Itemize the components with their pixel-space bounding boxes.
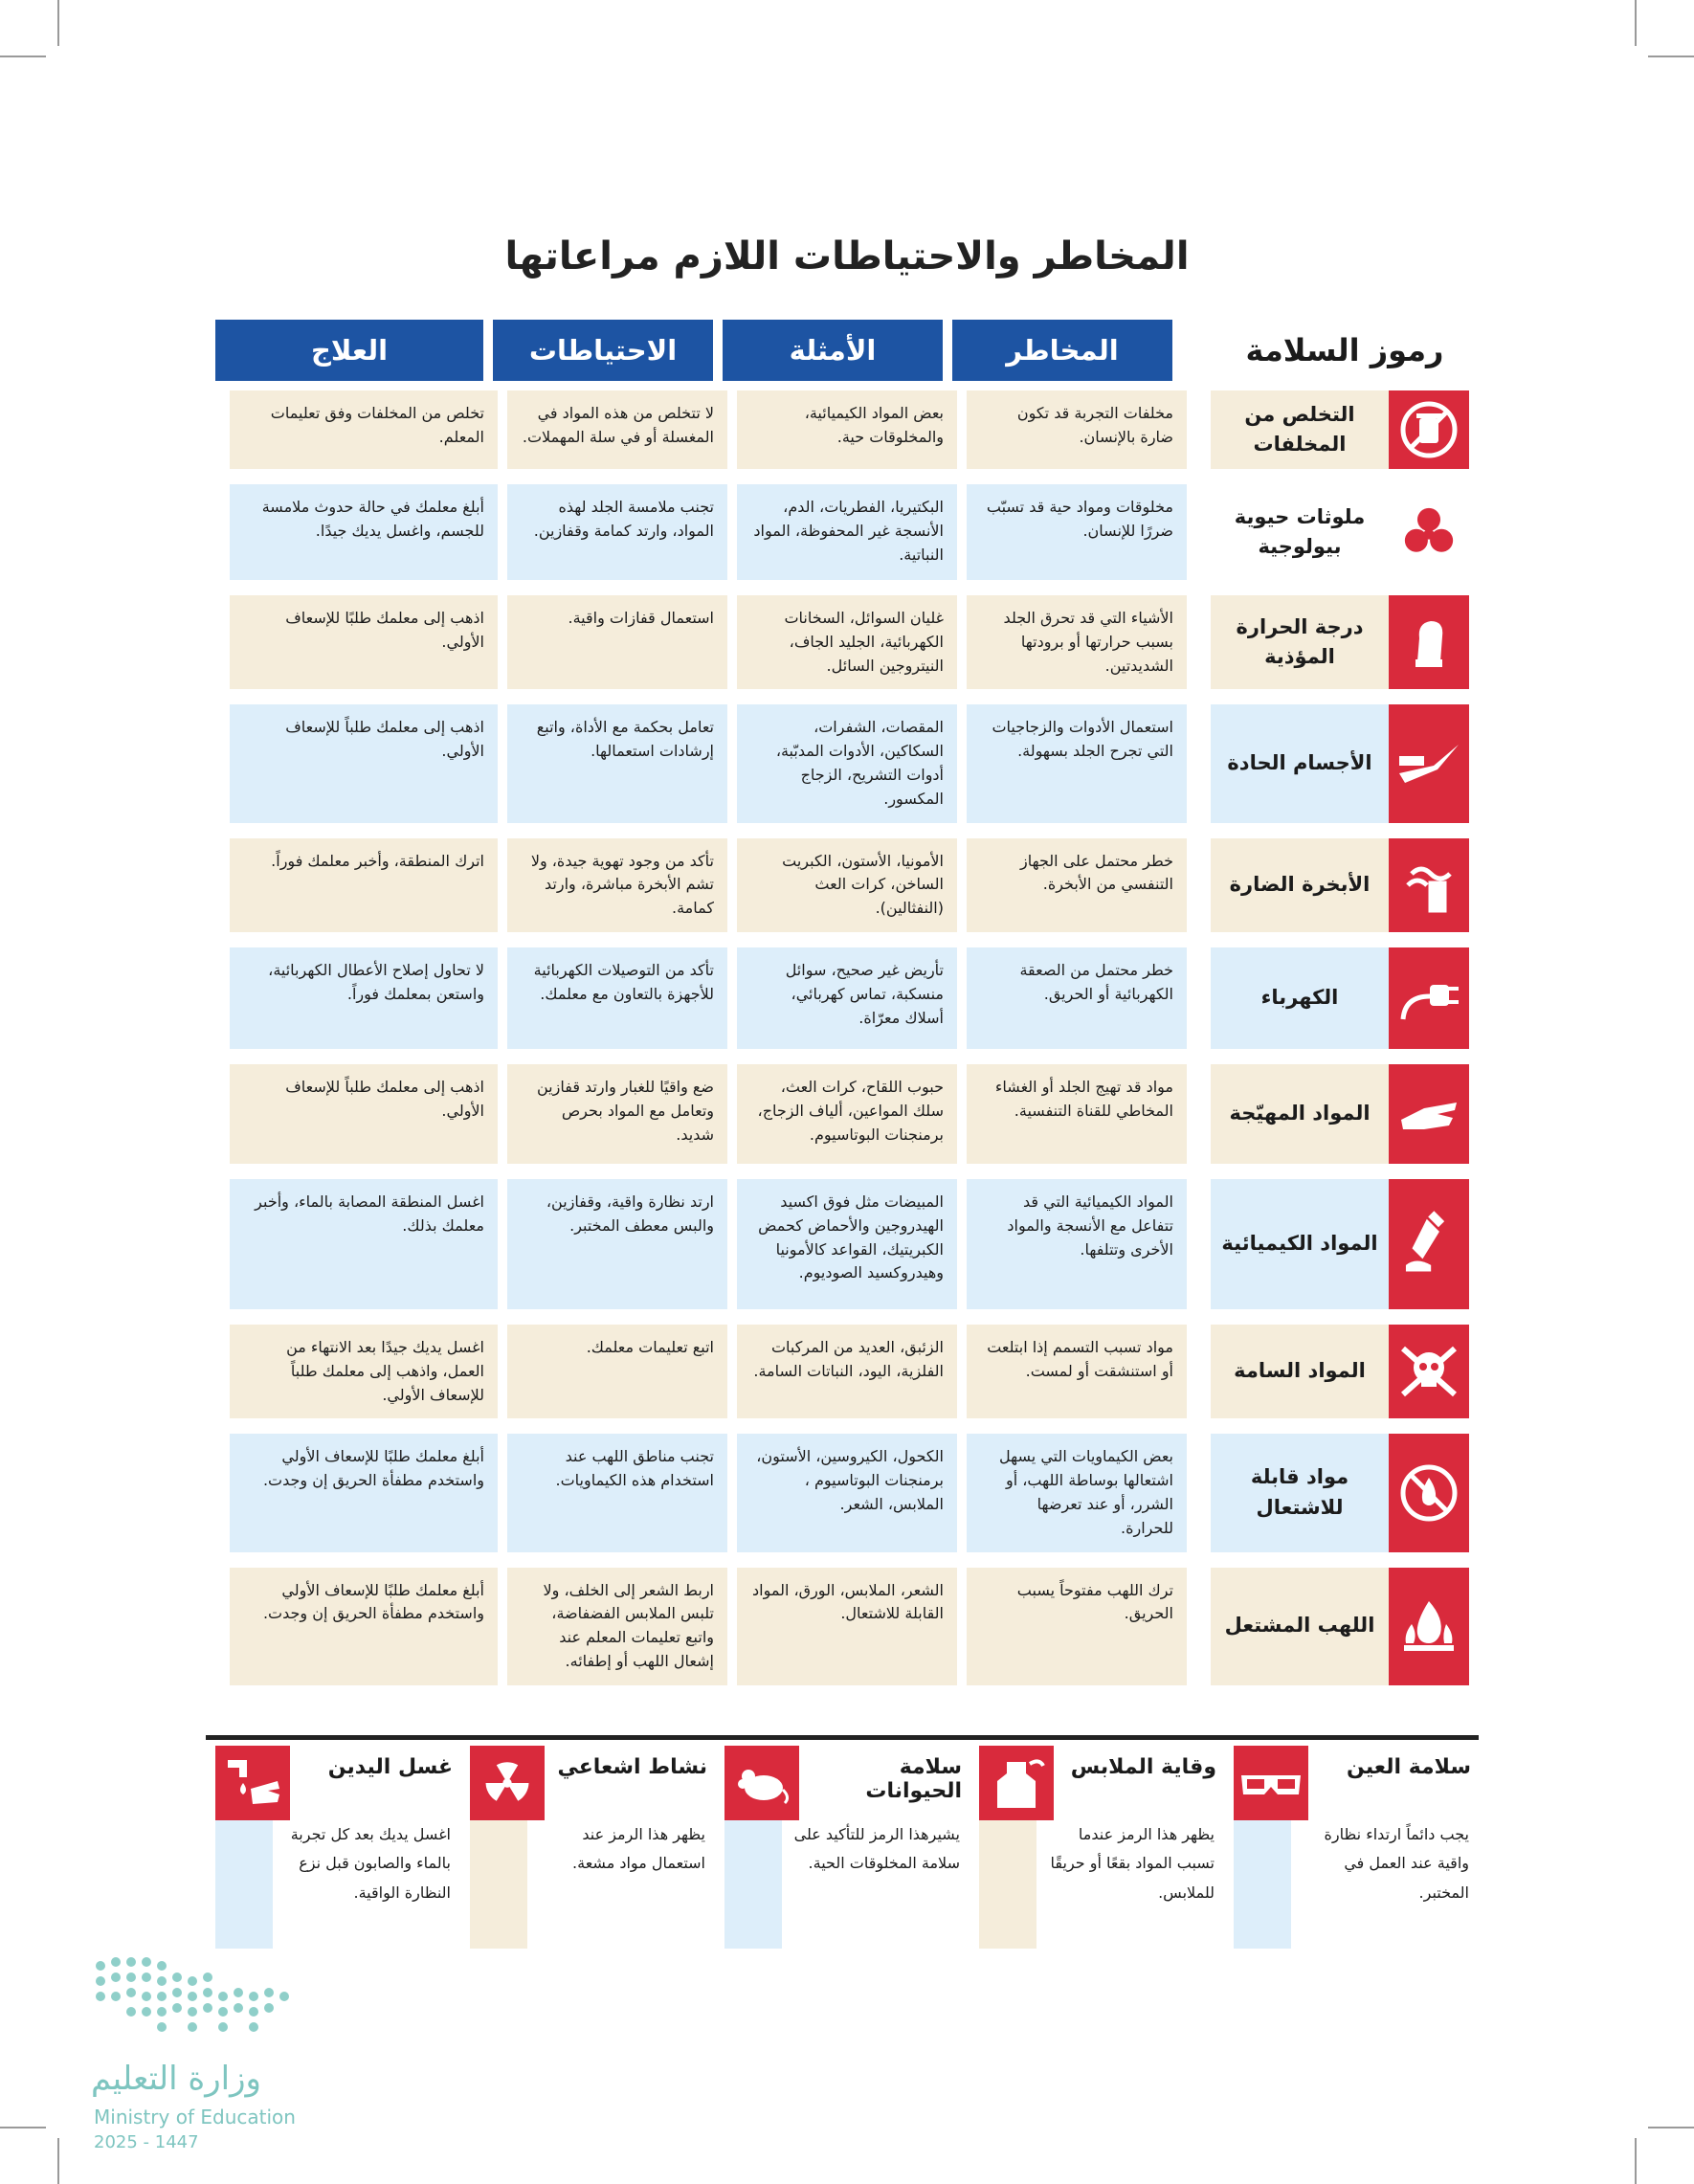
color-strip [724, 1820, 782, 1949]
no-flame-icon-graphic [1398, 1462, 1460, 1524]
hot-glove-icon-graphic [1398, 612, 1460, 673]
apron-icon-graphic [986, 1752, 1047, 1814]
biohazard-icon [1389, 484, 1469, 580]
safety-table [206, 390, 1469, 1701]
symbol-card-title: نشاط اشعاعي [545, 1746, 715, 1820]
chemical-bottle-icon-graphic [1395, 1211, 1462, 1278]
table-row [206, 1568, 1469, 1685]
examples-cell: الشعر، الملابس، الورق، المواد القابلة للاشتعال. [737, 1568, 957, 1685]
safety-symbol [1211, 947, 1469, 1049]
table-row [206, 1064, 1469, 1164]
precautions-cell: تأكد من التوصيلات الكهربائية للأجهزة بالتعاون مع معلمك. [507, 947, 727, 1049]
examples-cell: تأريض غير صحيح، سوائل منسكبة، تماس كهربائي، أسلاك معرّاة. [737, 947, 957, 1049]
symbol-card [979, 1746, 1224, 1949]
chemical-bottle-icon [1389, 1179, 1469, 1309]
fumes-icon-graphic [1398, 855, 1460, 916]
symbol-card-text: يظهر هذا الرمز عند استعمال مواد مشعة. [527, 1820, 715, 1949]
disposal-icon-graphic [1398, 399, 1460, 460]
precautions-cell: استعمال قفازات واقية. [507, 595, 727, 689]
symbol-card-text: يشيرهذا الرمز للتأكيد على سلامة المخلوقات الحية. [782, 1820, 970, 1949]
treatment-cell: اذهب إلى معلمك طلباً للإسعاف الأولي. [230, 704, 498, 822]
symbol-card-title: غسل اليدين [290, 1746, 460, 1820]
header-hazards: المخاطر [952, 320, 1172, 381]
symbol-card-header [979, 1746, 1224, 1820]
symbol-card-title: سلامة الحيوانات [799, 1746, 970, 1820]
treatment-cell: اذهب إلى معلمك طلباً للإسعاف الأولي. [230, 1064, 498, 1164]
symbol-card-header [1234, 1746, 1479, 1820]
symbol-name: المواد السامة [1211, 1325, 1389, 1418]
symbol-card [470, 1746, 715, 1949]
skull-crossbones-icon [1389, 1325, 1469, 1418]
safety-symbol [1211, 1179, 1469, 1309]
symbol-name: ملوثات حيوية بيولوجية [1211, 484, 1389, 580]
header-treatment: العلاج [215, 320, 483, 381]
symbol-card-body [1234, 1820, 1479, 1949]
safety-symbol [1211, 484, 1469, 580]
crop-mark [1635, 2138, 1637, 2184]
treatment-cell: لا تحاول إصلاح الأعطال الكهربائية، واستعن بمعلمك فوراً. [230, 947, 498, 1049]
table-row [206, 838, 1469, 932]
symbol-name: الأجسام الحادة [1211, 704, 1389, 822]
symbol-name: الأبخرة الضارة [1211, 838, 1389, 932]
symbol-card-body [724, 1820, 970, 1949]
safety-symbol [1211, 1568, 1469, 1685]
symbol-card-body [215, 1820, 460, 1949]
safety-symbol [1211, 390, 1469, 469]
symbol-card-body [470, 1820, 715, 1949]
treatment-cell: تخلص من المخلفات وفق تعليمات المعلم. [230, 390, 498, 469]
symbol-card-text: يظهر هذا الرمز عندما تسبب المواد بقعًا أو حريقًا للملابس. [1036, 1820, 1224, 1949]
safety-symbol [1211, 595, 1469, 689]
hand-washing-icon [215, 1746, 290, 1820]
electric-plug-icon [1389, 947, 1469, 1049]
disposal-icon [1389, 390, 1469, 469]
fumes-icon [1389, 838, 1469, 932]
treatment-cell: اغسل يديك جيدًا بعد الانتهاء من العمل، واذهب إلى معلمك طلباً للإسعاف الأولي. [230, 1325, 498, 1418]
hazard-cell: بعض الكيماويات التي يسهل اشتعالها بوساطة اللهب، أو الشرر، أو عند تعرضها للحرارة. [967, 1434, 1187, 1551]
treatment-cell: أبلغ معلمك في حالة حدوث ملامسة للجسم، واغسل يديك جيدًا. [230, 484, 498, 580]
safety-symbol [1211, 704, 1469, 822]
symbol-card-text: يجب دائماً ارتداء نظارة واقية عند العمل في المختبر. [1291, 1820, 1479, 1949]
sharp-object-icon [1389, 704, 1469, 822]
safety-symbol [1211, 838, 1469, 932]
table-row [206, 390, 1469, 469]
hazard-cell: مخلفات التجربة قد تكون ضارة بالإنسان. [967, 390, 1187, 469]
divider [206, 1735, 1479, 1740]
symbol-card-body [979, 1820, 1224, 1949]
hazard-cell: مواد قد تهيج الجلد أو الغشاء المخاطي للقناة التنفسية. [967, 1064, 1187, 1164]
hand-washing-icon-graphic [222, 1752, 283, 1814]
color-strip [1234, 1820, 1291, 1949]
symbol-name: المواد الكيميائية [1211, 1179, 1389, 1309]
examples-cell: المقصات، الشفرات، السكاكين، الأدوات المدبّبة، أدوات التشريح، الزجاج المكسور. [737, 704, 957, 822]
header-precautions: الاحتياطات [493, 320, 713, 381]
color-strip [215, 1820, 273, 1949]
hazard-cell: خطر محتمل من الصعقة الكهربائية أو الحريق. [967, 947, 1187, 1049]
examples-cell: بعض المواد الكيميائية، والمخلوقات حية. [737, 390, 957, 469]
crop-mark [1648, 2127, 1694, 2128]
mouse-icon [724, 1746, 799, 1820]
crop-mark [1648, 56, 1694, 57]
crop-mark [57, 0, 59, 46]
precautions-cell: ارتد نظارة واقية، وقفازين، والبس معطف المختبر. [507, 1179, 727, 1309]
hazard-cell: الأشياء التي قد تحرق الجلد بسبب حرارتها أو برودتها الشديدتين. [967, 595, 1187, 689]
precautions-cell: اتبع تعليمات معلمك. [507, 1325, 727, 1418]
color-strip [979, 1820, 1036, 1949]
treatment-cell: أبلغ معلمك طلبًا للإسعاف الأولي واستخدم مطفأة الحريق إن وجدت. [230, 1568, 498, 1685]
precautions-cell: تعامل بحكمة مع الأداة، واتبع إرشادات استعمالها. [507, 704, 727, 822]
flame-icon [1389, 1568, 1469, 1685]
examples-cell: المبيضات مثل فوق اكسيد الهيدروجين والأحماض كحمض الكبريتيك، القواعد كالأمونيا وهيدروكسيد الصوديوم. [737, 1179, 957, 1309]
hazard-cell: مواد تسبب التسمم إذا ابتلعت أو استنشقت أو لمست. [967, 1325, 1187, 1418]
symbol-name: الكهرباء [1211, 947, 1389, 1049]
examples-cell: الأمونيا، الأستون، الكبريت الساخن، كرات العث (النفثالين). [737, 838, 957, 932]
table-row [206, 1434, 1469, 1551]
precautions-cell: تجنب مناطق اللهب عند استخدام هذه الكيماويات. [507, 1434, 727, 1551]
symbol-name: مواد قابلة للاشتعال [1211, 1434, 1389, 1551]
examples-cell: الزئبق، العديد من المركبات الفلزية، اليود، النباتات السامة. [737, 1325, 957, 1418]
symbol-card-text: اغسل يديك بعد كل تجربة بالماء والصابون قبل نزع النظارة الواقية. [273, 1820, 460, 1949]
table-row [206, 704, 1469, 822]
examples-cell: غليان السوائل، السخانات الكهربائية، الجليد الجاف، النيتروجين السائل. [737, 595, 957, 689]
symbols-title: رموز السلامة [1245, 332, 1444, 368]
irritant-glove-icon-graphic [1395, 1085, 1462, 1143]
flame-icon-graphic [1398, 1595, 1460, 1657]
table-row [206, 1325, 1469, 1418]
table-row [206, 595, 1469, 689]
table-row [206, 1179, 1469, 1309]
page-title: المخاطر والاحتياطات اللازم مراعاتها [504, 234, 1190, 279]
irritant-glove-icon [1389, 1064, 1469, 1164]
bottom-symbols [206, 1746, 1479, 1949]
no-flame-icon [1389, 1434, 1469, 1551]
symbol-name: المواد المهيّجة [1211, 1064, 1389, 1164]
examples-cell: الكحول، الكيروسين، الأستون، برمنجنات البوتاسيوم ، الملابس، الشعر. [737, 1434, 957, 1551]
table-row [206, 484, 1469, 580]
treatment-cell: اذهب إلى معلمك طلبًا للإسعاف الأولي. [230, 595, 498, 689]
hazard-cell: مخلوقات ومواد حية قد تسبّب ضررًا للإنسان. [967, 484, 1187, 580]
examples-cell: البكتيريا، الفطريات، الدم، الأنسجة غير المحفوظة، المواد النباتية. [737, 484, 957, 580]
treatment-cell: اغسل المنطقة المصابة بالماء، وأخبر معلمك بذلك. [230, 1179, 498, 1309]
safety-goggles-icon-graphic [1237, 1764, 1304, 1802]
biohazard-icon-graphic [1395, 499, 1462, 566]
sharp-object-icon-graphic [1395, 735, 1462, 792]
symbol-card-header [215, 1746, 460, 1820]
safety-goggles-icon [1234, 1746, 1308, 1820]
ministry-name-arabic: وزارة التعليم [91, 2060, 261, 2098]
radioactive-icon [470, 1746, 545, 1820]
precautions-cell: تأكد من وجود تهوية جيدة، ولا تشم الأبخرة مباشرة، وارتد كمامة. [507, 838, 727, 932]
hot-glove-icon [1389, 595, 1469, 689]
symbol-card-header [724, 1746, 970, 1820]
ministry-year: 2025 - 1447 [94, 2132, 199, 2152]
symbol-name: اللهب المشتعل [1211, 1568, 1389, 1685]
hazard-cell: خطر محتمل على الجهاز التنفسي من الأبخرة. [967, 838, 1187, 932]
precautions-cell: اربط الشعر إلى الخلف، ولا تلبس الملابس الفضفاضة، واتبع تعليمات المعلم عند إشعال اللهب أو إطفائه. [507, 1568, 727, 1685]
color-strip [470, 1820, 527, 1949]
ministry-logo [91, 1952, 311, 2048]
symbol-card-title: سلامة العين [1308, 1746, 1479, 1820]
electric-plug-icon-graphic [1395, 969, 1462, 1027]
table-row [206, 947, 1469, 1049]
safety-symbol [1211, 1064, 1469, 1164]
crop-mark [1635, 0, 1637, 46]
radioactive-icon-graphic [479, 1754, 536, 1812]
mouse-icon-graphic [731, 1759, 792, 1807]
crop-mark [0, 2127, 46, 2128]
symbol-card-header [470, 1746, 715, 1820]
treatment-cell: أبلغ معلمك طلبًا للإسعاف الأولي واستخدم مطفأة الحريق إن وجدت. [230, 1434, 498, 1551]
symbol-card-title: وقاية الملابس [1054, 1746, 1224, 1820]
crop-mark [57, 2138, 59, 2184]
header-examples: الأمثلة [723, 320, 943, 381]
apron-icon [979, 1746, 1054, 1820]
precautions-cell: لا تتخلص من هذه المواد في المغسلة أو في سلة المهملات. [507, 390, 727, 469]
treatment-cell: اترك المنطقة، وأخبر معلمك فوراً. [230, 838, 498, 932]
hazard-cell: ترك اللهب مفتوحاً يسبب الحريق. [967, 1568, 1187, 1685]
symbol-name: درجة الحرارة المؤذية [1211, 595, 1389, 689]
hazard-cell: المواد الكيميائية التي قد تتفاعل مع الأنسجة والمواد الأخرى وتتلفها. [967, 1179, 1187, 1309]
symbol-card [724, 1746, 970, 1949]
symbol-name: التخلص من المخلفات [1211, 390, 1389, 469]
crop-mark [0, 56, 46, 57]
safety-symbol [1211, 1434, 1469, 1551]
examples-cell: حبوب اللقاح، كرات العث، سلك المواعين، ألياف الزجاج، برمنجنات البوتاسيوم. [737, 1064, 957, 1164]
symbol-card [215, 1746, 460, 1949]
ministry-name-english: Ministry of Education [94, 2106, 296, 2128]
safety-symbol [1211, 1325, 1469, 1418]
precautions-cell: ضع واقيًا للغبار وارتد قفازين وتعامل مع المواد بحرص شديد. [507, 1064, 727, 1164]
table-header [206, 320, 1172, 381]
hazard-cell: استعمال الأدوات والزجاجيات التي تجرح الجلد بسهولة. [967, 704, 1187, 822]
precautions-cell: تجنب ملامسة الجلد لهذه المواد، وارتد كمامة وقفازين. [507, 484, 727, 580]
skull-crossbones-icon-graphic [1395, 1341, 1462, 1402]
symbol-card [1234, 1746, 1479, 1949]
